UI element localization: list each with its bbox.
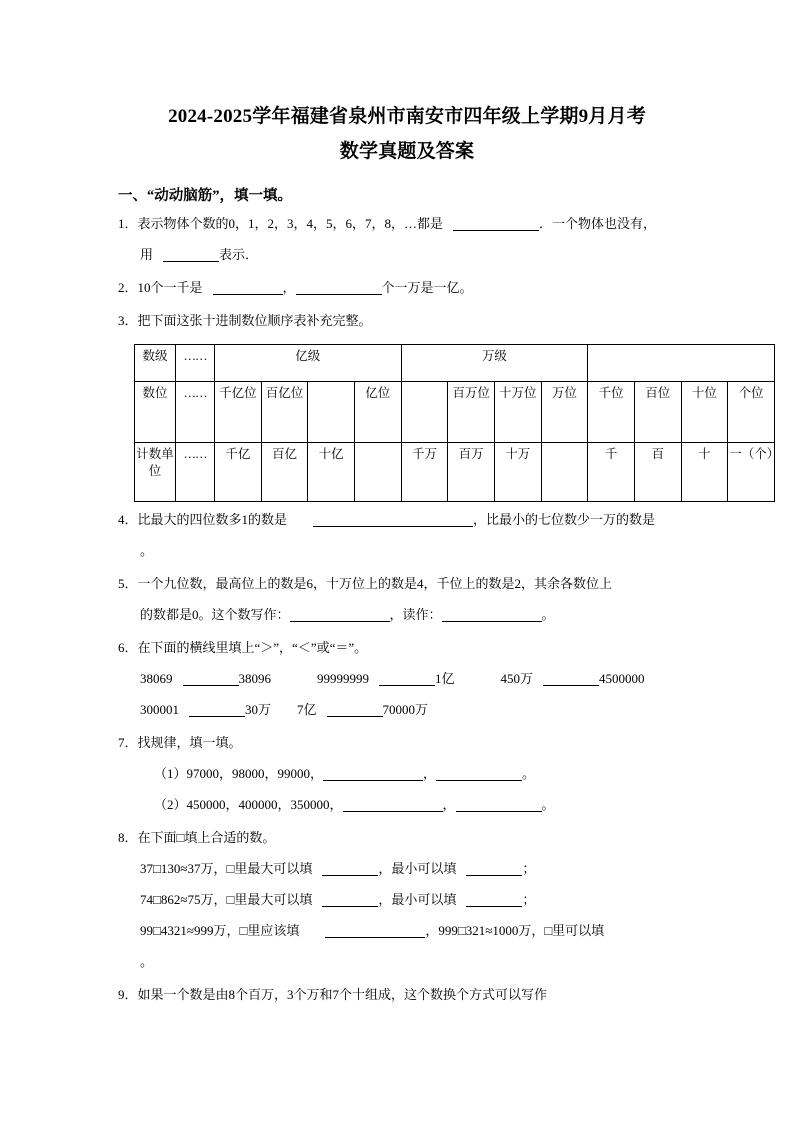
q8-l1-c: ； <box>522 861 536 876</box>
q5-blank-2[interactable] <box>442 609 542 622</box>
question-1 <box>118 208 696 239</box>
unit-cell-10: 百 <box>634 443 681 502</box>
q8-l1-a: 37□130≈37万，□里最大可以填 <box>140 861 313 876</box>
unit-cell-7: 十万 <box>494 443 541 502</box>
q7-number: 7． <box>118 735 138 750</box>
q3-text: 把下面这张十进制数位顺序表补充完整。 <box>137 313 372 328</box>
q1-text-d: 表示． <box>219 247 259 262</box>
q6-r2-right-1: 30万 <box>245 702 272 717</box>
q1-text-a: 表示物体个数的0，1，2，3，4，5，6，7，8，…都是 <box>137 216 444 231</box>
question-6-row-1 <box>118 663 696 694</box>
question-8-line-3 <box>118 915 696 946</box>
q4-blank-1[interactable] <box>313 514 473 527</box>
q7-blank-3[interactable] <box>343 799 443 812</box>
unit-cell-9: 千 <box>588 443 635 502</box>
digit-cell-9: 千位 <box>588 382 635 443</box>
digit-cell-1: 千亿位 <box>215 382 262 443</box>
group-yi: 亿级 <box>215 345 402 382</box>
section-heading-1: 一、“动动脑筋”，填一填。 <box>118 188 292 204</box>
digit-cell-10: 百位 <box>634 382 681 443</box>
q6-text: 在下面的横线里填上“＞”，“＜”或“＝”。 <box>137 640 368 655</box>
q6-r2-right-2: 70000万 <box>382 702 429 717</box>
q7-item2-seq: 450000，400000，350000， <box>186 797 343 812</box>
q6-blank-4[interactable] <box>189 704 245 717</box>
dots-cell-level: …… <box>176 345 215 382</box>
q4-text-b: ，比最小的七位数少一万的数是 <box>473 512 656 527</box>
question-7-item-2 <box>118 789 696 820</box>
row-label-digit: 数位 <box>135 382 176 443</box>
question-9 <box>118 979 696 1010</box>
row-label-level: 数级 <box>135 345 176 382</box>
page-title-line2: 数学真题及答案 <box>339 141 475 162</box>
q6-r1-right-3: 4500000 <box>599 671 645 686</box>
digit-cell-8: 万位 <box>541 382 588 443</box>
q4-text-a: 比最大的四位数多1的数是 <box>137 512 288 527</box>
digit-cell-11: 十位 <box>681 382 728 443</box>
digit-cell-4: 亿位 <box>354 382 401 443</box>
q7-blank-1[interactable] <box>323 768 423 781</box>
q1-text-b: ．一个物体也没有， <box>539 216 657 231</box>
q7-item2-mid: ， <box>442 797 456 812</box>
question-8-line-2 <box>118 884 696 915</box>
unit-cell-11: 十 <box>681 443 728 502</box>
unit-cell-8[interactable] <box>541 443 588 502</box>
q6-r1-left-1: 38069 <box>140 671 173 686</box>
group-ge-blank[interactable] <box>588 345 775 382</box>
digit-cell-7: 十万位 <box>494 382 541 443</box>
unit-cell-4[interactable] <box>354 443 401 502</box>
question-6-row-2 <box>118 694 696 725</box>
q8-l2-b: ，最小可以填 <box>378 892 457 907</box>
q6-blank-3[interactable] <box>543 673 599 686</box>
digit-cell-12: 个位 <box>728 382 775 443</box>
q6-r1-right-2: 1亿 <box>435 671 455 686</box>
q6-r1-left-2: 99999999 <box>317 671 369 686</box>
q8-text: 在下面□填上合适的数。 <box>137 830 276 845</box>
q7-item2-label: （2） <box>154 797 187 812</box>
digit-cell-2: 百亿位 <box>261 382 308 443</box>
q1-blank-1[interactable] <box>453 218 539 231</box>
dots-cell-unit: …… <box>176 443 215 502</box>
question-4 <box>118 504 696 535</box>
question-7 <box>118 727 696 758</box>
q9-text: 如果一个数是由8个百万，3个万和7个十组成，这个数换个方式可以写作 <box>137 987 548 1002</box>
unit-cell-1: 千亿 <box>215 443 262 502</box>
unit-cell-3: 十亿 <box>308 443 355 502</box>
q2-text-a: 10个一千是 <box>137 280 203 295</box>
q5-text-b: 的数都是0。这个数写作： <box>140 607 290 622</box>
q1-number: 1． <box>118 216 138 231</box>
q9-number: 9． <box>118 987 138 1002</box>
q2-blank-2[interactable] <box>296 282 382 295</box>
q6-r1-right-1: 38096 <box>238 671 271 686</box>
row-label-unit: 计数单位 <box>135 443 176 502</box>
q7-item2-end: 。 <box>541 797 555 812</box>
q8-l2-a: 74□862≈75万，□里最大可以填 <box>140 892 313 907</box>
q6-blank-2[interactable] <box>379 673 435 686</box>
digit-cell-5[interactable] <box>401 382 448 443</box>
q8-blank-4[interactable] <box>466 894 522 907</box>
question-8-line-4 <box>118 946 696 977</box>
q8-l3-b: ，999□321≈1000万，□里可以填 <box>425 923 605 938</box>
q6-blank-5[interactable] <box>327 704 383 717</box>
unit-cell-6: 百万 <box>448 443 495 502</box>
q1-text-c: 用 <box>140 247 154 262</box>
q2-text-b: ， <box>282 280 296 295</box>
unit-cell-12: 一（个） <box>728 443 775 502</box>
q6-blank-1[interactable] <box>183 673 239 686</box>
q8-blank-1[interactable] <box>322 863 378 876</box>
q3-number: 3． <box>118 313 138 328</box>
q4-number: 4． <box>118 512 138 527</box>
q5-number: 5． <box>118 576 138 591</box>
q5-text-d: 。 <box>541 607 555 622</box>
q6-r2-left-1: 300001 <box>140 702 179 717</box>
q7-item1-seq: 97000，98000，99000， <box>186 766 324 781</box>
digit-cell-3[interactable] <box>308 382 355 443</box>
unit-cell-5: 千万 <box>401 443 448 502</box>
table-row-digits <box>135 382 775 443</box>
group-wan: 万级 <box>401 345 588 382</box>
q8-l4: 。 <box>140 954 154 969</box>
q1-blank-2[interactable] <box>163 249 219 262</box>
q4-text-c: 。 <box>140 543 154 558</box>
q8-l1-b: ，最小可以填 <box>378 861 457 876</box>
q2-number: 2． <box>118 280 138 295</box>
q8-blank-2[interactable] <box>466 863 522 876</box>
digit-cell-6: 百万位 <box>448 382 495 443</box>
q6-number: 6． <box>118 640 138 655</box>
question-5-line2 <box>118 599 696 630</box>
q7-item1-end: 。 <box>522 766 536 781</box>
q8-number: 8． <box>118 830 138 845</box>
q7-item1-mid: ， <box>423 766 437 781</box>
q5-text-c: ，读作： <box>389 607 442 622</box>
table-row-units <box>135 443 775 502</box>
q6-r1-left-3: 450万 <box>500 671 534 686</box>
question-3 <box>118 305 696 336</box>
q5-text-a: 一个九位数，最高位上的数是6，十万位上的数是4，千位上的数是2，其余各数位上 <box>137 576 613 591</box>
q8-blank-3[interactable] <box>322 894 378 907</box>
q7-text: 找规律，填一填。 <box>137 735 242 750</box>
question-8-line-1 <box>118 853 696 884</box>
dots-cell-digit: …… <box>176 382 215 443</box>
question-8 <box>118 822 696 853</box>
question-2 <box>118 272 696 303</box>
q8-l2-c: ； <box>522 892 536 907</box>
page-title-line1: 2024-2025学年福建省泉州市南安市四年级上学期9月月考 <box>168 106 646 127</box>
question-6 <box>118 632 696 663</box>
place-value-table <box>134 344 780 502</box>
q8-l3-a: 99□4321≈999万，□里应该填 <box>140 923 300 938</box>
q7-item1-label: （1） <box>154 766 187 781</box>
q5-blank-1[interactable] <box>290 609 390 622</box>
question-7-item-1 <box>118 758 696 789</box>
q6-r2-left-2: 7亿 <box>297 702 317 717</box>
question-1-line2 <box>118 239 696 270</box>
unit-cell-2: 百亿 <box>261 443 308 502</box>
q2-blank-1[interactable] <box>213 282 283 295</box>
q7-blank-2[interactable] <box>436 768 522 781</box>
question-5 <box>118 568 696 599</box>
table-row-levels <box>135 345 775 382</box>
q2-text-c: 个一万是一亿。 <box>381 280 473 295</box>
q7-blank-4[interactable] <box>456 799 542 812</box>
q8-blank-5[interactable] <box>325 925 425 938</box>
question-4-line2 <box>118 535 696 566</box>
